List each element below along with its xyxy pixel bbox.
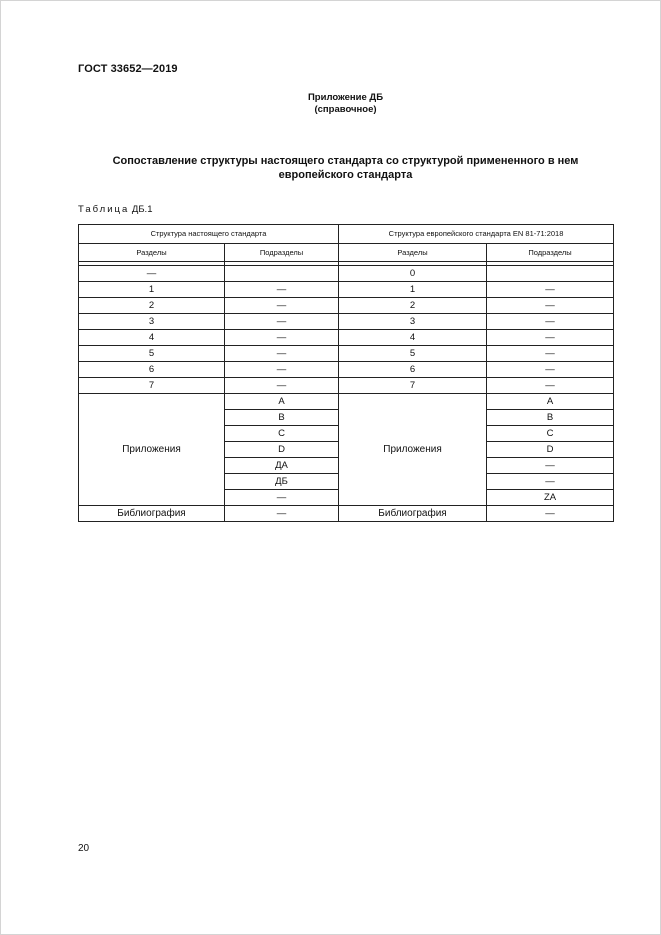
- table-cell: A: [225, 394, 339, 410]
- table-cell: —: [487, 474, 614, 490]
- table-cell: 6: [339, 362, 487, 378]
- table-cell: 3: [79, 314, 225, 330]
- table-row: [79, 330, 614, 346]
- table-cell: —: [487, 282, 614, 298]
- column-header: Разделы: [79, 244, 225, 262]
- table-cell: —: [225, 346, 339, 362]
- table-cell: —: [487, 362, 614, 378]
- group-header-european: Структура европейского стандарта EN 81-71:2018: [339, 225, 614, 244]
- table-cell: —: [487, 506, 614, 522]
- table-row: [79, 362, 614, 378]
- table-caption-number: ДБ.1: [131, 204, 153, 215]
- table-cell: —: [225, 298, 339, 314]
- group-header-row: [79, 225, 614, 244]
- table-cell: 3: [339, 314, 487, 330]
- page-number: 20: [78, 843, 90, 854]
- table-cell: —: [487, 458, 614, 474]
- table-cell: 4: [79, 330, 225, 346]
- table-cell: —: [225, 314, 339, 330]
- table-cell: 6: [79, 362, 225, 378]
- table-cell: D: [487, 442, 614, 458]
- table-cell: 7: [79, 378, 225, 394]
- document-header: ГОСТ 33652—2019: [78, 63, 178, 75]
- table-caption-word: Таблица: [78, 204, 130, 215]
- table-cell: 4: [339, 330, 487, 346]
- table-caption: [78, 204, 152, 215]
- column-header: Подразделы: [225, 244, 339, 262]
- table-cell: 1: [79, 282, 225, 298]
- table-cell: ДБ: [225, 474, 339, 490]
- table-cell: B: [487, 410, 614, 426]
- table-row: [79, 266, 614, 282]
- table-cell: 2: [339, 298, 487, 314]
- column-header: Подразделы: [487, 244, 614, 262]
- table-cell: ДА: [225, 458, 339, 474]
- appendix-row: [79, 394, 614, 410]
- table-cell: —: [225, 490, 339, 506]
- table-cell: —: [487, 314, 614, 330]
- table-cell: —: [225, 330, 339, 346]
- comparison-table: [78, 224, 614, 522]
- table-cell: —: [487, 330, 614, 346]
- table-cell: [225, 266, 339, 282]
- table-cell: —: [487, 298, 614, 314]
- appendix-label-european: Приложения: [339, 394, 487, 506]
- appendix-title: Приложение ДБ: [307, 92, 384, 103]
- table-cell: ZA: [487, 490, 614, 506]
- bibliography-national: Библиография: [79, 506, 225, 522]
- table-cell: A: [487, 394, 614, 410]
- appendix-heading: [0, 92, 661, 116]
- section-title: Сопоставление структуры настоящего стандарта со структурой примененного в нем европейского стандарта: [112, 155, 579, 181]
- table-cell: 0: [339, 266, 487, 282]
- group-header-national: Структура настоящего стандарта: [79, 225, 339, 244]
- column-header: Разделы: [339, 244, 487, 262]
- table-cell: —: [225, 378, 339, 394]
- column-header-row: [79, 244, 614, 262]
- table-cell: —: [225, 282, 339, 298]
- table-cell: 5: [79, 346, 225, 362]
- table-cell: 1: [339, 282, 487, 298]
- table-row: [79, 314, 614, 330]
- table-cell: —: [225, 362, 339, 378]
- table-cell: —: [487, 346, 614, 362]
- table-row: [79, 378, 614, 394]
- table-cell: C: [487, 426, 614, 442]
- table-cell: 5: [339, 346, 487, 362]
- appendix-label-national: Приложения: [79, 394, 225, 506]
- table-cell: C: [225, 426, 339, 442]
- table-cell: D: [225, 442, 339, 458]
- table-cell: —: [487, 378, 614, 394]
- table-row: [79, 346, 614, 362]
- table-row: [79, 282, 614, 298]
- table-cell: 7: [339, 378, 487, 394]
- table-cell: B: [225, 410, 339, 426]
- table-cell: 2: [79, 298, 225, 314]
- table-row: [79, 298, 614, 314]
- table-cell: —: [225, 506, 339, 522]
- bibliography-row: [79, 506, 614, 522]
- table-cell: —: [79, 266, 225, 282]
- bibliography-european: Библиография: [339, 506, 487, 522]
- appendix-type: (справочное): [314, 104, 377, 115]
- table-cell: [487, 266, 614, 282]
